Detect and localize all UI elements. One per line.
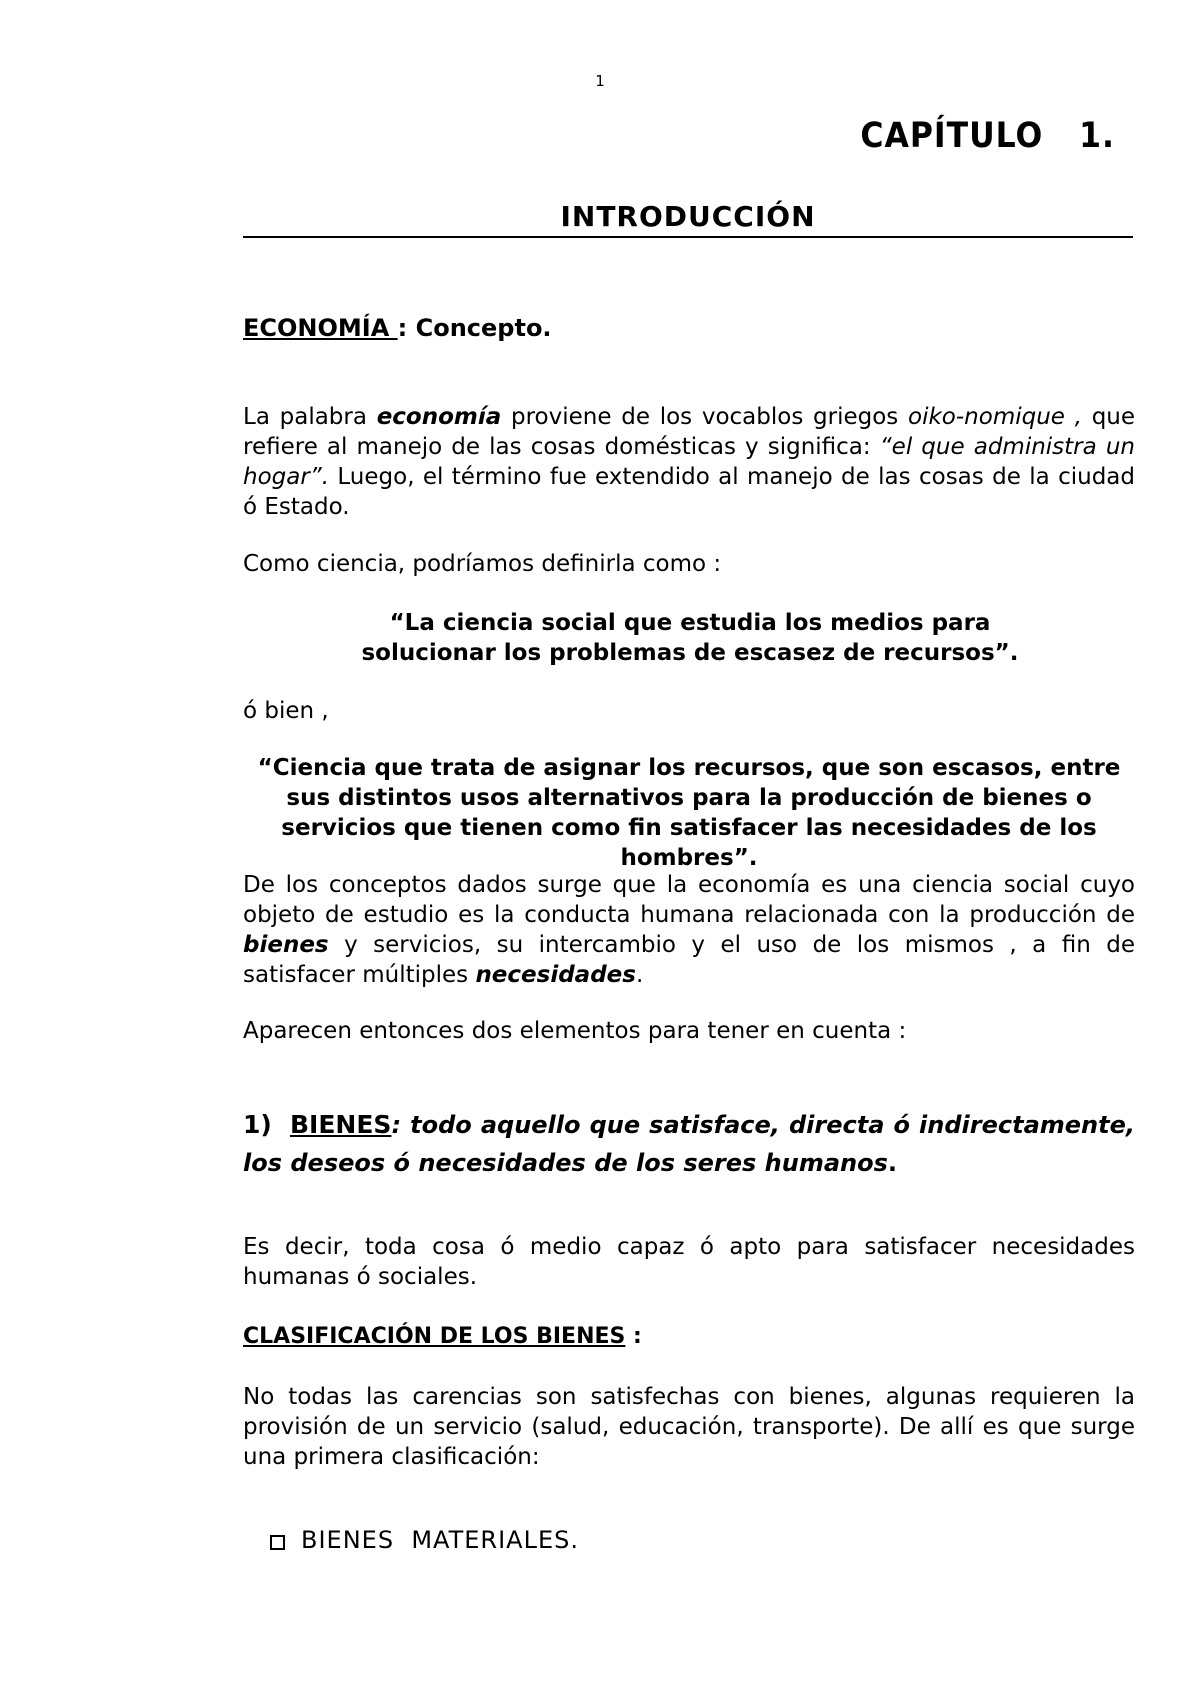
p1-text-g: Luego, el término fue extendido al manejo de las cosas de la ciudad ó Estado. — [243, 464, 1135, 520]
paragraph-classification: No todas las carencias son satisfechas con bienes, algunas requieren la provisión de un servicio (salud, educación, transporte). De allí es que surge una primera clasificación: — [243, 1384, 1135, 1470]
bienes-definition-text: : todo aquello que satisface, directa ó indirectamente, los deseos ó necesidades de los seres humanos — [243, 1111, 1135, 1177]
page-number: 1 — [595, 72, 605, 90]
section-heading-term: ECONOMÍA — [243, 314, 398, 342]
classification-heading-suffix: : — [625, 1324, 642, 1349]
quote-definition-1: “La ciencia social que estudia los medios para solucionar los problemas de escasez de recursos”. — [361, 610, 1019, 666]
p4-term-necesidades: necesidades — [475, 962, 636, 988]
list-item — [270, 1526, 579, 1554]
paragraph-concepts — [243, 870, 1135, 990]
paragraph-definition-intro: Como ciencia, podríamos definirla como : — [243, 551, 722, 577]
classification-heading-term: CLASIFICACIÓN DE LOS BIENES — [243, 1324, 626, 1349]
bienes-definition — [243, 1106, 1135, 1182]
bienes-period: . — [887, 1149, 898, 1177]
paragraph-elements: Aparecen entonces dos elementos para tener en cuenta : — [243, 1018, 907, 1044]
section-heading-suffix: : Concepto. — [397, 314, 552, 342]
p4-text-a: De los conceptos dados surge que la economía es una ciencia social cuyo objeto de estudio es la conducta humana relacionada con la producción de — [243, 872, 1135, 928]
list-item-label: BIENES MATERIALES. — [301, 1526, 579, 1554]
chapter-title: CAPÍTULO 1. — [860, 116, 1115, 156]
p1-text-a: La palabra — [243, 404, 377, 430]
p1-text-e: que refiere al manejo de las cosas domésticas y significa: — [243, 404, 1136, 460]
classification-heading — [243, 1324, 642, 1349]
p1-text-c: proviene de los vocablos griegos — [501, 404, 909, 430]
section-heading — [243, 314, 552, 342]
p4-text-c: y servicios, su intercambio y el uso de los mismos , a fin de satisfacer múltiples — [243, 932, 1135, 988]
paragraph-es-decir: Es decir, toda cosa ó medio capaz ó apto para satisfacer necesidades humanas ó sociales. — [243, 1234, 1135, 1290]
p4-text-e: . — [635, 962, 644, 988]
title-rule — [243, 236, 1133, 238]
p1-term-economia: economía — [376, 404, 502, 430]
quote-definition-2: “Ciencia que trata de asignar los recursos, que son escasos, entre sus distintos usos alternativos para la producción de bienes o servicios que tienen como fin satisfacer las necesidades de los hombres”. — [257, 755, 1121, 871]
bienes-number: 1) — [243, 1110, 272, 1139]
p1-term-oikonomique: oiko-nomique , — [908, 404, 1082, 430]
square-bullet-icon — [270, 1535, 285, 1550]
intro-title: INTRODUCCIÓN — [560, 200, 816, 233]
paragraph-or: ó bien , — [243, 698, 329, 724]
p1-quote-hogar: “el que administra un hogar”. — [243, 434, 1135, 490]
bienes-term: BIENES — [289, 1110, 392, 1139]
p4-term-bienes: bienes — [243, 932, 329, 958]
paragraph-etymology — [243, 402, 1135, 522]
